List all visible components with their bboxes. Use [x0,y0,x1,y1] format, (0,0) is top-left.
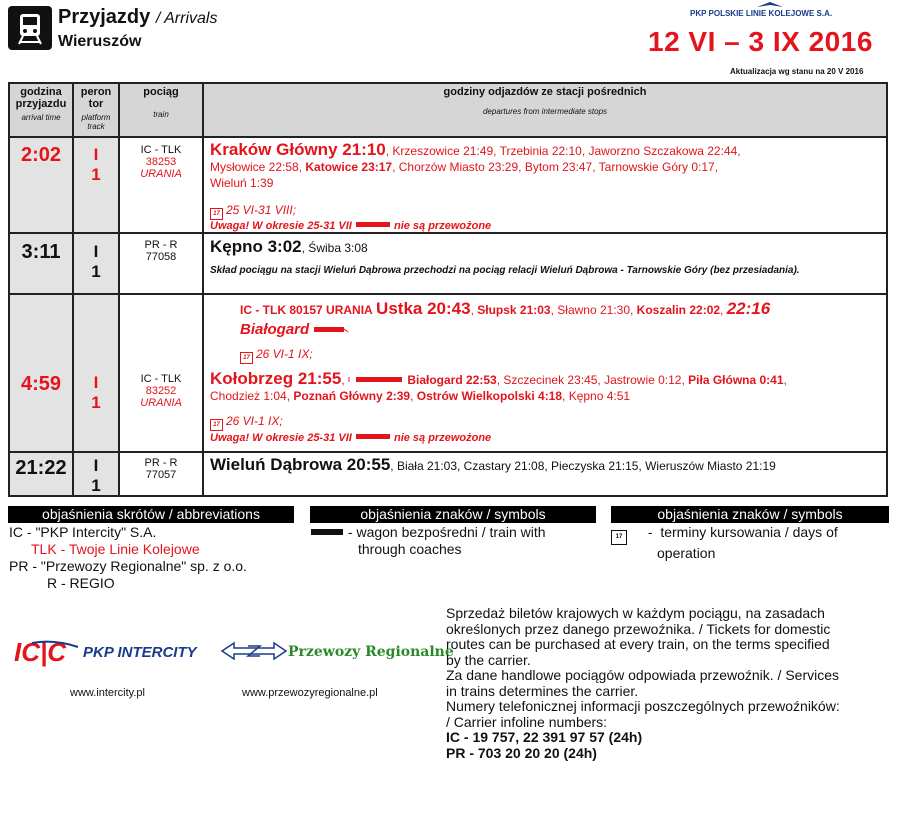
przewozy-regionalne-logo-icon [220,640,288,662]
platform-track: I 1 [73,137,119,233]
arrival-time: 3:11 [9,233,73,294]
departures: Wieluń Dąbrowa 20:55, Biała 21:03, Czastary 21:08, Pieczyska 21:15, Wieruszów Miasto 21:19 [203,452,887,496]
train-info: PR - R 77058 [119,233,203,294]
train-info: IC - TLK 83252 URANIA [119,294,203,452]
intercity-logo [14,639,80,672]
through-coach-icon [310,527,344,537]
table-row [9,452,887,496]
table-row [9,137,887,233]
abbreviations-list: IC - "PKP Intercity" S.A. TLK - Twoje Linie Kolejowe PR - "Przewozy Regionalne" sp. z o.o. R - REGIO [9,524,247,591]
arrival-time: 4:59 [9,294,73,452]
note: Skład pociągu na stacji Wieluń Dąbrowa przechodzi na pociąg relacji Wieluń Dąbrowa - Tarnowskie Góry (bez przesiadania). [210,265,800,276]
phone-ic: IC - 19 757, 22 391 97 57 (24h) [446,729,643,745]
ticket-info: Sprzedaż biletów krajowych w każdym pociągu, na zasadach określonych przez danego przewoźnika. / Tickets for domestic routes can be purchased at every train, on the terms specified by the carrier. Za dane handlowe pociągów odpowiada przewoźnik. / Services in trains determines the carrier. Numery telefonicznej informacji poszczególnych przewoźników: / Carrier infoline numbers: IC - 19 757, 22 391 97 57 (24h) PR - 703 20 20 20 (24h) [446,606,896,761]
przewozy-regionalne-name: Przewozy Regionalne [288,644,454,660]
through-coach-icon [355,221,391,228]
note: Uwaga! W okresie 25-31 VII nie są przewożone [210,432,492,444]
departures: Kraków Główny 21:10, Krzeszowice 21:49, Trzebinia 22:10, Jaworzno Szczakowa 22:44, Mysłowice 22:58, Katowice 23:17, Chorzów Miasto 23:29, Bytom 23:47, Tarnowskie Góry 0:17, Wieluń 1:39 17 25 VI-31 VIII; Uwaga! W okresie 25-31 VII nie są przewożone [203,137,887,233]
symbol-days: 17 - terminy kursowania / days of operation [611,524,838,562]
note: Uwaga! W okresie 25-31 VII nie są przewożone [210,220,492,232]
pkp-plk-logo-icon [755,1,785,9]
days-of-operation: 17 26 VI-1 IX; [240,346,313,364]
col-track-header: peron tor platform track [73,83,119,137]
page-title: Przyjazdy / Arrivals [58,6,218,28]
platform-track: I 1 [73,294,119,452]
days-of-operation: 17 25 VI-31 VIII; [210,202,296,220]
przewozy-regionalne-url[interactable]: www.przewozyregionalne.pl [242,687,378,699]
arrivals-table [8,82,888,497]
table-header-row [9,83,887,137]
pkp-plk-brand: PKP POLSKIE LINIE KOLEJOWE S.A. [690,9,833,18]
svg-text:IC|C: IC|C [14,639,67,667]
platform-track: I 1 [73,452,119,496]
days-of-operation: 17 26 VI-1 IX; [210,413,283,431]
intercity-url[interactable]: www.intercity.pl [70,687,145,699]
table-row [9,233,887,294]
platform-track: I 1 [73,233,119,294]
symbol-through-coach: - wagon bezpośredni / train with through coaches [310,524,546,558]
calendar-icon: 17 [611,530,627,545]
symbols-heading-2: objaśnienia znaków / symbols [611,506,889,523]
col-departures-header: godziny odjazdów ze stacji pośrednich departures from intermediate stops [203,83,887,137]
arrival-time: 2:02 [9,137,73,233]
departures: IC - TLK 80157 URANIA Ustka 20:43, Słupsk 21:03, Sławno 21:30, Koszalin 22:02, 22:16 Białogard 17 26 VI-1 IX; Kołobrzeg 21:55, Białogard 22:53, Szczecinek 23:45, Jastrowie 0:12, Piła Główna 0:41, Chodzież 1:04, Poznań Główny 2:39, Ostrów Wielkopolski 4:18, Kępno 4:51 17 26 VI-1 IX; Uwaga! W okresie 25-31 VII nie są przewożone [203,294,887,452]
through-coach-route: IC - TLK 80157 URANIA Ustka 20:43, Słupsk 21:03, Sławno 21:30, Koszalin 22:02, 22:16 Białogard [240,299,771,338]
train-info: IC - TLK 38253 URANIA [119,137,203,233]
intercity-logo-icon [14,639,80,667]
phone-pr: PR - 703 20 20 20 (24h) [446,744,597,761]
update-note: Aktualizacja wg stanu na 20 V 2016 [730,67,864,76]
train-info: PR - R 77057 [119,452,203,496]
calendar-icon: 17 [240,352,253,364]
intercity-name: PKP INTERCITY [83,644,197,661]
through-coach-icon [348,376,404,383]
table-row [9,294,887,452]
station-name: Wieruszów [58,33,142,50]
arrival-time: 21:22 [9,452,73,496]
symbols-heading: objaśnienia znaków / symbols [310,506,596,523]
col-train-header: pociąg train [119,83,203,137]
departures: Kępno 3:02, Świba 3:08 Skład pociągu na stacji Wieluń Dąbrowa przechodzi na pociąg relacji Wieluń Dąbrowa - Tarnowskie Góry (bez przesiadania). [203,233,887,294]
abbreviations-heading: objaśnienia skrótów / abbreviations [8,506,294,523]
validity-period: 12 VI – 3 IX 2016 [648,26,873,57]
calendar-icon: 17 [210,419,223,431]
through-coach-icon [313,326,349,333]
through-coach-icon [355,433,391,440]
calendar-icon: 17 [210,208,223,220]
col-arrival-header: godzina przyjazdu arrival time [9,83,73,137]
train-pictogram-icon [8,6,52,50]
